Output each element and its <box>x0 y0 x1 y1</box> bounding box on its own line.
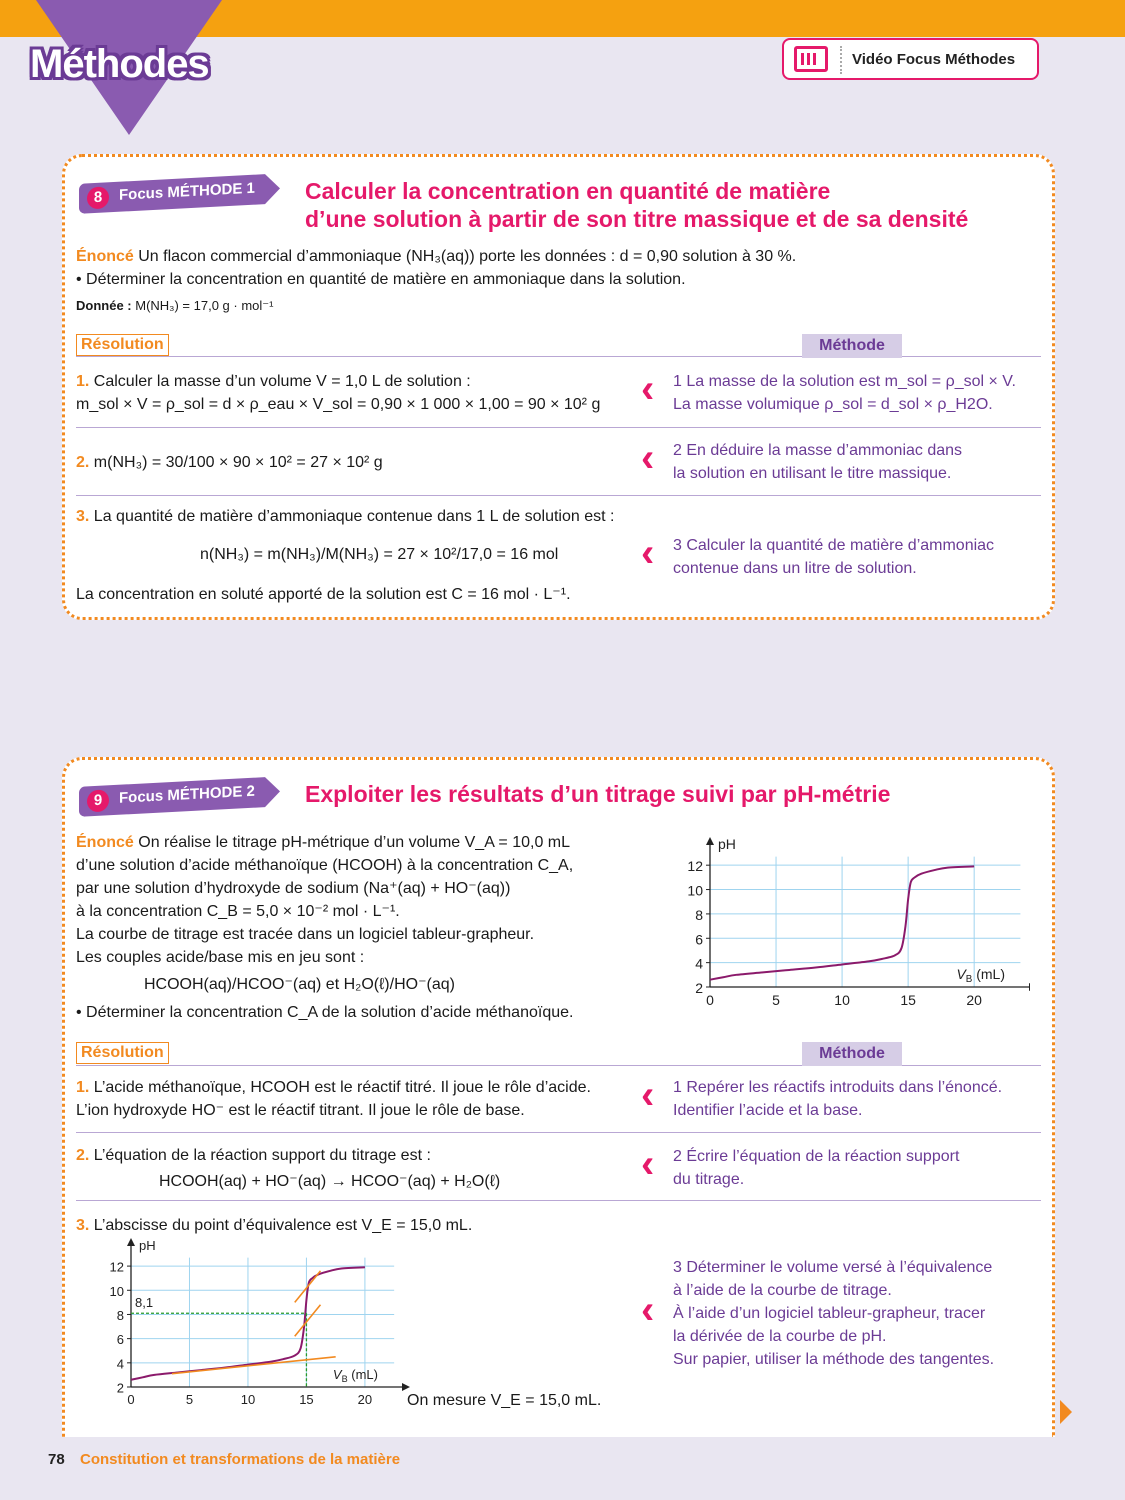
chevron-left-icon: ‹ <box>641 531 655 575</box>
y-tick-label: 6 <box>695 931 703 948</box>
y-axis-arrow <box>706 837 714 845</box>
footer-title: Constitution et transformations de la matière <box>80 1451 401 1468</box>
method3-line3: À l’aide d’un logiciel tableur-grapheur, tracer <box>673 1305 986 1322</box>
method2-line2: du titrage. <box>673 1171 745 1188</box>
y-tick-label: 8 <box>116 1307 124 1323</box>
y-tick-label: 4 <box>695 955 703 972</box>
next-page-arrow-icon[interactable] <box>1060 1400 1072 1424</box>
method3-line1: 3 Calculer la quantité de matière d’ammoniac <box>673 537 995 554</box>
task-line: • Déterminer la concentration en quantité de matière en ammoniaque dans la solution. <box>76 271 686 288</box>
enonce-text-4: à la concentration C_B = 5,0 × 10⁻² mol · L⁻¹. <box>76 903 400 920</box>
step1-number: 1. <box>76 373 90 390</box>
step2-text: m(NH₃) = 30/100 × 90 × 10² = 27 × 10² g <box>93 454 383 471</box>
tag-label: Focus MÉTHODE 2 <box>119 782 255 807</box>
divider <box>76 1132 1041 1133</box>
x-axis-label: $V_B$ (mL) <box>956 966 1005 985</box>
chevron-left-icon: ‹ <box>641 436 655 480</box>
donnee-keyword: Donnée : <box>76 298 132 313</box>
resolution-label: Résolution <box>76 334 169 356</box>
y-tick-label: 12 <box>687 858 703 875</box>
enonce-text-5: La courbe de titrage est tracée dans un logiciel tableur-grapheur. <box>76 926 535 943</box>
enonce-keyword: Énoncé <box>76 834 134 851</box>
method1-line2: Identifier l’acide et la base. <box>673 1102 863 1119</box>
enonce-text-6: Les couples acide/base mis en jeu sont : <box>76 949 365 966</box>
method3-line4: la dérivée de la courbe de pH. <box>673 1328 887 1345</box>
y-axis-label: pH <box>718 836 736 852</box>
y-tick-label: 10 <box>109 1283 124 1299</box>
method3-line5: Sur papier, utiliser la méthode des tangentes. <box>673 1351 995 1368</box>
step3-text: La quantité de matière d’ammoniaque contenue dans 1 L de solution est : <box>93 508 615 525</box>
method-card-1 <box>62 154 1055 620</box>
x-tick-label: 10 <box>834 992 850 1008</box>
y-tick-label: 2 <box>695 980 703 996</box>
tangent-middle <box>295 1305 321 1336</box>
method3-line2: contenue dans un litre de solution. <box>673 560 917 577</box>
method1-line1: 1 Repérer les réactifs introduits dans l’énoncé. <box>673 1079 1003 1096</box>
enonce-text-1: On réalise le titrage pH-métrique d’un volume V_A = 10,0 mL <box>138 834 571 851</box>
step2-line <box>76 451 383 474</box>
x-tick-label: 0 <box>127 1392 135 1407</box>
y-tick-label: 12 <box>109 1259 124 1275</box>
chevron-left-icon: ‹ <box>641 1073 655 1117</box>
donnee-text: M(NH₃) = 17,0 g · mol⁻¹ <box>135 298 274 313</box>
step1-line2: L’ion hydroxyde HO⁻ est le réactif titrant. Il joue le rôle de base. <box>76 1102 525 1119</box>
y-tick-label: 8 <box>695 906 703 923</box>
methode-label: Méthode <box>802 334 902 358</box>
enonce-text-2: d’une solution d’acide méthanoïque (HCOOH) à la concentration C_A, <box>76 857 574 874</box>
method1-line2: La masse volumique ρ_sol = d_sol × ρ_H2O. <box>673 396 993 413</box>
tangent-chart <box>95 1238 415 1418</box>
step1-number: 1. <box>76 1079 90 1096</box>
task-line: • Déterminer la concentration C_A de la solution d’acide méthanoïque. <box>76 1004 574 1021</box>
step2-number: 2. <box>76 454 90 471</box>
step3-line1 <box>76 1214 472 1237</box>
video-label: Vidéo Focus Méthodes <box>852 51 1016 68</box>
focus-tag-1 <box>79 174 265 214</box>
step3-line3: La concentration en soluté apporté de la solution est C = 16 mol · L⁻¹. <box>76 586 571 603</box>
tag-label: Focus MÉTHODE 1 <box>119 179 255 204</box>
divider <box>76 495 1041 496</box>
video-icon <box>794 46 828 72</box>
step1-line2: m_sol × V = ρ_sol = d × ρ_eau × V_sol = 0,90 × 1 000 × 1,00 = 90 × 10² g <box>76 396 601 413</box>
section-logo: Méthodes <box>30 42 209 86</box>
step3-text: L’abscisse du point d’équivalence est V_E = 15,0 mL. <box>93 1217 473 1234</box>
video-focus-button[interactable] <box>782 38 1039 80</box>
equivalence-label: 8,1 <box>135 1295 154 1311</box>
y-tick-label: 4 <box>116 1356 124 1372</box>
step3-mesure: On mesure V_E = 15,0 mL. <box>407 1392 602 1409</box>
x-tick-label: 10 <box>240 1392 256 1407</box>
step1-line1 <box>76 370 471 393</box>
page-number: 78 <box>48 1451 65 1468</box>
x-tick-label: 20 <box>357 1392 373 1407</box>
x-tick-label: 15 <box>299 1392 314 1407</box>
step1-text: L’acide méthanoïque, HCOOH est le réactif titré. Il joue le rôle d’acide. <box>93 1079 591 1096</box>
enonce-text: Un flacon commercial d’ammoniaque (NH₃(aq)) porte les données : d = 0,90 solution à 30 %. <box>138 248 797 265</box>
enonce-text-7: HCOOH(aq)/HCOO⁻(aq) et H₂O(ℓ)/HO⁻(aq) <box>144 976 455 993</box>
methode-label: Méthode <box>802 1042 902 1066</box>
chevron-left-icon: ‹ <box>641 1142 655 1186</box>
chevron-left-icon: ‹ <box>641 1288 655 1332</box>
tag-number: 8 <box>87 186 109 209</box>
divider <box>76 1200 1041 1201</box>
divider <box>76 427 1041 428</box>
chevron-left-icon: ‹ <box>641 367 655 411</box>
x-axis-label: $V_B$ (mL) <box>332 1367 378 1384</box>
x-tick-label: 5 <box>185 1392 194 1407</box>
step2-number: 2. <box>76 1147 90 1164</box>
resolution-label: Résolution <box>76 1042 169 1064</box>
method-card-2 <box>62 757 1055 1437</box>
step2-line1 <box>76 1144 431 1167</box>
x-tick-label: 20 <box>966 992 982 1008</box>
method3-line1: 3 Déterminer le volume versé à l’équivalence <box>673 1259 993 1276</box>
step1-text: Calculer la masse d’un volume V = 1,0 L de solution : <box>93 373 471 390</box>
y-axis-label: pH <box>139 1238 156 1253</box>
enonce-line <box>76 831 570 854</box>
method2-line1: 2 Écrire l’équation de la réaction support <box>673 1148 960 1165</box>
y-tick-label: 10 <box>687 882 703 899</box>
method3-line2: à l’aide de la courbe de titrage. <box>673 1282 892 1299</box>
step3-line1 <box>76 505 614 528</box>
y-tick-label: 2 <box>116 1380 124 1396</box>
enonce-text-3: par une solution d’hydroxyde de sodium (Na⁺(aq) + HO⁻(aq)) <box>76 880 511 897</box>
video-separator <box>840 46 842 74</box>
card-title <box>305 177 968 233</box>
y-tick-label: 6 <box>116 1332 124 1348</box>
y-axis-arrow <box>127 1238 135 1246</box>
step3-number: 3. <box>76 508 90 525</box>
tangent-low <box>172 1357 336 1374</box>
method1-line1: 1 La masse de la solution est m_sol = ρ_sol × V. <box>673 373 1016 390</box>
focus-tag-2 <box>79 777 265 817</box>
tag-number: 9 <box>87 789 109 812</box>
enonce-line <box>76 245 796 268</box>
donnee-line <box>76 294 273 317</box>
x-axis-arrow <box>1029 983 1030 991</box>
x-tick-label: 15 <box>900 992 916 1008</box>
method2-line1: 2 En déduire la masse d’ammoniac dans <box>673 442 963 459</box>
step1-line1 <box>76 1076 591 1099</box>
titration-chart <box>670 823 1030 1023</box>
step3-number: 3. <box>76 1217 90 1234</box>
enonce-keyword: Énoncé <box>76 248 134 265</box>
card-title-line2: d’une solution à partir de son titre massique et de sa densité <box>305 206 969 232</box>
step3-equation: n(NH₃) = m(NH₃)/M(NH₃) = 27 × 10²/17,0 = 16 mol <box>200 546 559 563</box>
x-tick-label: 0 <box>706 992 714 1008</box>
step2-text: L’équation de la réaction support du titrage est : <box>93 1147 431 1164</box>
card-title: Exploiter les résultats d’un titrage suivi par pH-métrie <box>305 781 891 807</box>
step2-equation: HCOOH(aq) + HO⁻(aq) → HCOO⁻(aq) + H₂O(ℓ) <box>159 1173 501 1190</box>
x-tick-label: 5 <box>772 992 780 1008</box>
card-title-line1: Calculer la concentration en quantité de matière <box>305 178 831 204</box>
method2-line2: la solution en utilisant le titre massique. <box>673 465 952 482</box>
